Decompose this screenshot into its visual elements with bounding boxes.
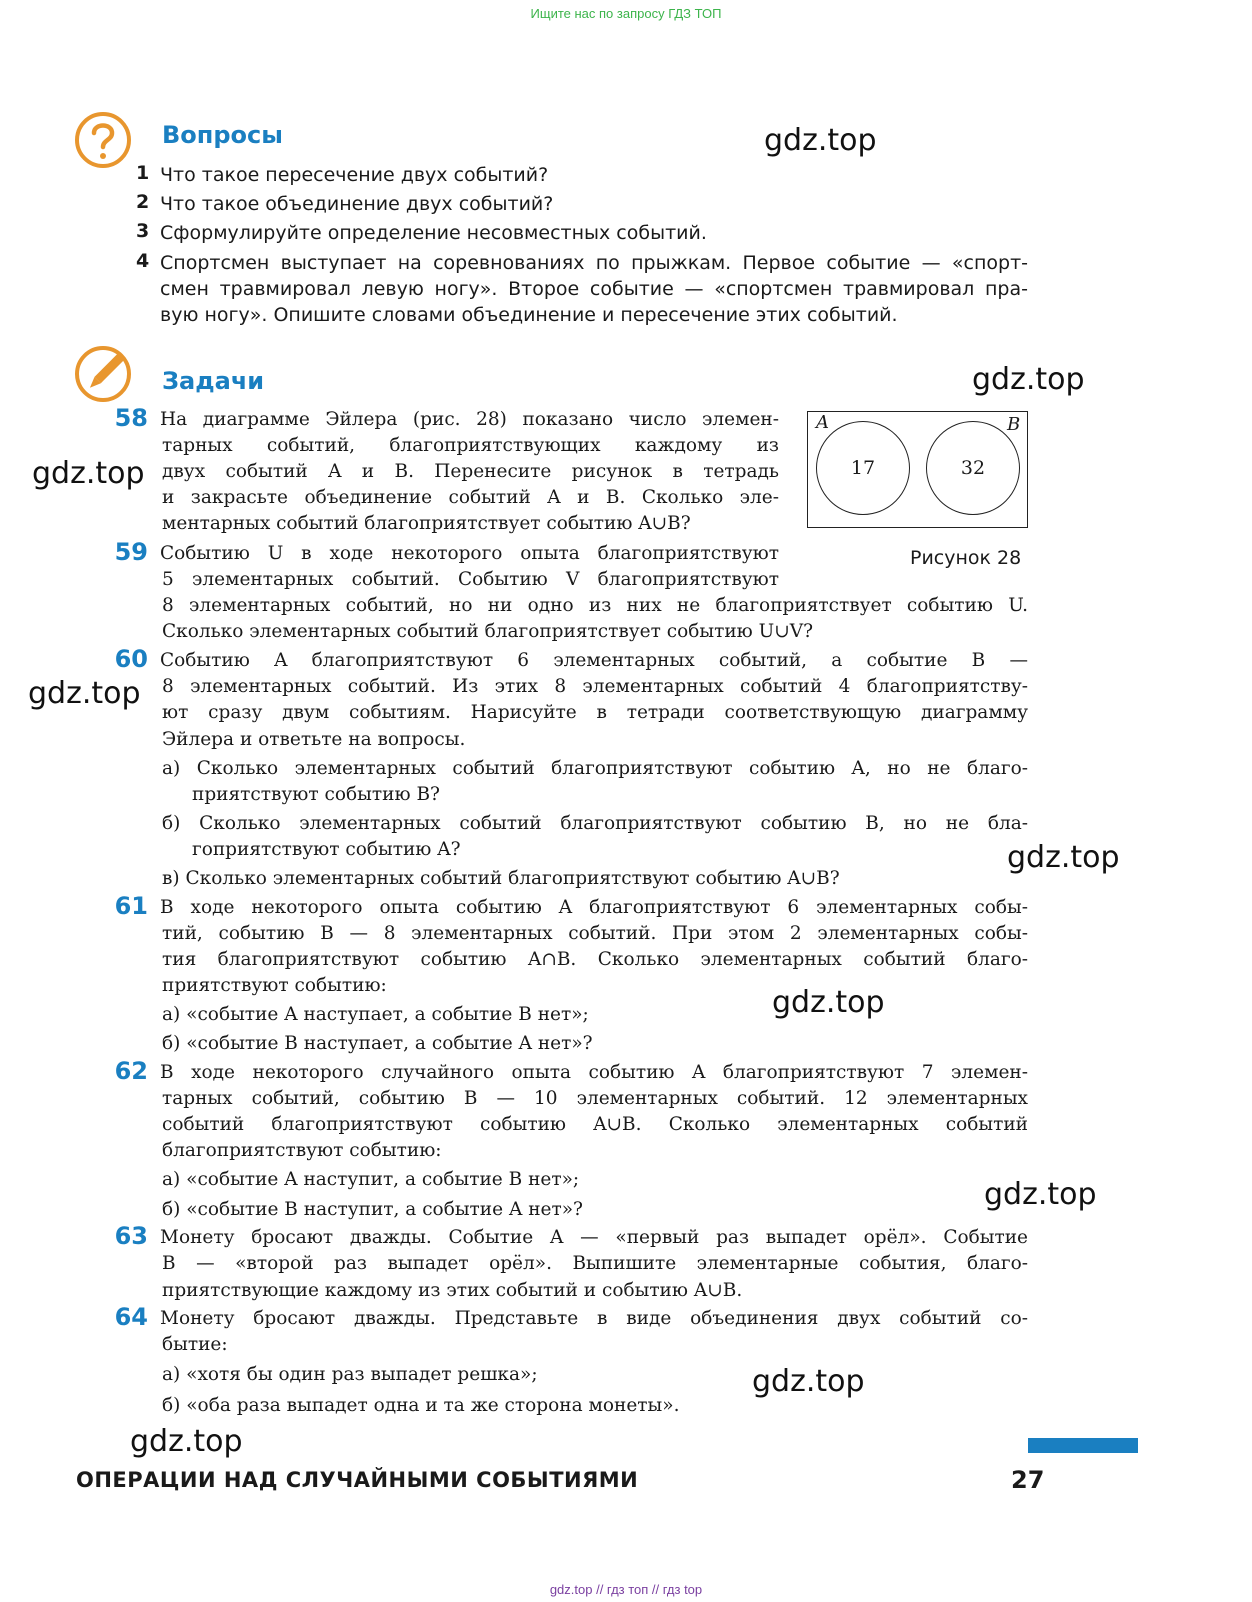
question-text: Что такое пересечение двух событий? bbox=[160, 164, 549, 186]
task-line: Событию U в ходе некоторого опыта благоприятствуют bbox=[160, 543, 779, 564]
task-subline: а) Сколько элементарных событий благоприятствуют событию A, но не благо- bbox=[162, 758, 1028, 779]
task-line: ментарных событий благоприятствует событию A∪B? bbox=[162, 513, 691, 534]
chapter-title: ОПЕРАЦИИ НАД СЛУЧАЙНЫМИ СОБЫТИЯМИ bbox=[76, 1468, 639, 1492]
venn-value-a: 17 bbox=[850, 457, 876, 479]
task-subline: б) «событие B наступает, а событие A нет»? bbox=[162, 1033, 593, 1054]
watermark: gdz.top bbox=[28, 676, 141, 711]
task-line: На диаграмме Эйлера (рис. 28) показано число элемен- bbox=[160, 409, 779, 430]
task-line: тий, событию B — 8 элементарных событий. При этом 2 элементарных собы- bbox=[162, 923, 1028, 944]
questions-title: Вопросы bbox=[162, 121, 283, 149]
task-line: Событию A благоприятствуют 6 элементарных событий, а событие B — bbox=[160, 650, 1028, 671]
watermark: gdz.top bbox=[772, 985, 885, 1020]
question-text: смен травмировал левую ногу». Второе событие — «спортсмен травмировал пра- bbox=[160, 278, 1028, 300]
task-number: 58 bbox=[114, 404, 148, 432]
task-number: 62 bbox=[114, 1057, 148, 1085]
task-number: 59 bbox=[114, 538, 148, 566]
task-subline: а) «событие A наступит, а событие B нет»; bbox=[162, 1169, 580, 1190]
top-banner: Ищите нас по запросу ГДЗ ТОП bbox=[530, 6, 722, 21]
task-subline: приятствуют событию B? bbox=[192, 784, 440, 805]
task-line: B — «второй раз выпадет орёл». Выпишите элементарные события, благо- bbox=[162, 1253, 1028, 1274]
task-line: благоприятствуют событию: bbox=[162, 1140, 442, 1161]
question-number: 1 bbox=[136, 162, 150, 184]
task-subline: а) «событие A наступает, а событие B нет»; bbox=[162, 1004, 589, 1025]
watermark: gdz.top bbox=[32, 456, 145, 491]
task-subline: б) «оба раза выпадет одна и та же сторона монеты». bbox=[162, 1395, 680, 1416]
task-number: 64 bbox=[114, 1303, 148, 1331]
task-number: 61 bbox=[114, 892, 148, 920]
task-subline: гоприятствуют событию A? bbox=[192, 839, 461, 860]
task-line: В ходе некоторого опыта событию A благоприятствуют 6 элементарных собы- bbox=[160, 897, 1028, 918]
task-line: приятствуют событию: bbox=[162, 975, 387, 996]
question-text: вую ногу». Опишите словами объединение и пересечение этих событий. bbox=[160, 304, 898, 326]
task-line: и закрасьте объединение событий A и B. Сколько эле- bbox=[162, 487, 779, 508]
page-accent-bar bbox=[1028, 1438, 1138, 1453]
task-line: ют сразу двум событиям. Нарисуйте в тетради соответствующую диаграмму bbox=[162, 702, 1028, 723]
question-circle-icon bbox=[74, 111, 132, 169]
tasks-title: Задачи bbox=[162, 367, 265, 395]
task-number: 63 bbox=[114, 1222, 148, 1250]
task-subline: б) «событие B наступит, а событие A нет»? bbox=[162, 1199, 583, 1220]
task-line: Эйлера и ответьте на вопросы. bbox=[162, 729, 466, 750]
bottom-links[interactable]: gdz.top // гдз топ // гдз top bbox=[549, 1582, 703, 1597]
task-line: Монету бросают дважды. Представьте в виде объединения двух событий со- bbox=[160, 1308, 1028, 1329]
task-line: приятствующие каждому из этих событий и событию A∪B. bbox=[162, 1280, 743, 1301]
question-text: Сформулируйте определение несовместных событий. bbox=[160, 222, 707, 244]
task-line: Монету бросают дважды. Событие A — «первый раз выпадет орёл». Событие bbox=[160, 1227, 1028, 1248]
task-subline: а) «хотя бы один раз выпадет решка»; bbox=[162, 1364, 538, 1385]
question-number: 3 bbox=[136, 220, 150, 242]
question-text: Спортсмен выступает на соревнованиях по прыжкам. Первое событие — «спорт- bbox=[160, 252, 1028, 274]
task-line: Сколько элементарных событий благоприятствует событию U∪V? bbox=[162, 621, 814, 642]
venn-label-b: B bbox=[1007, 414, 1021, 435]
question-number: 4 bbox=[136, 250, 150, 272]
watermark: gdz.top bbox=[972, 362, 1085, 397]
page-number: 27 bbox=[1011, 1466, 1045, 1494]
watermark: gdz.top bbox=[984, 1177, 1097, 1212]
task-line: тарных событий, благоприятствующих каждому из bbox=[162, 435, 779, 456]
task-line: 8 элементарных событий. Из этих 8 элементарных событий 4 благоприятству- bbox=[162, 676, 1028, 697]
pencil-circle-icon bbox=[74, 345, 132, 403]
question-number: 2 bbox=[136, 191, 150, 213]
task-line: В ходе некоторого случайного опыта событию A благоприятствуют 7 элемен- bbox=[160, 1062, 1028, 1083]
task-number: 60 bbox=[114, 645, 148, 673]
task-line: тия благоприятствуют событию A∩B. Сколько элементарных событий благо- bbox=[162, 949, 1028, 970]
venn-value-b: 32 bbox=[960, 457, 986, 479]
task-subline: в) Сколько элементарных событий благоприятствуют событию A∪B? bbox=[162, 868, 840, 889]
question-text: Что такое объединение двух событий? bbox=[160, 193, 554, 215]
task-line: бытие: bbox=[162, 1334, 228, 1355]
task-line: тарных событий, событию B — 10 элементарных событий. 12 элементарных bbox=[162, 1088, 1028, 1109]
watermark: gdz.top bbox=[764, 123, 877, 158]
task-line: 8 элементарных событий, но ни одно из них не благоприятствует событию U. bbox=[162, 595, 1028, 616]
task-line: событий благоприятствуют событию A∪B. Сколько элементарных событий bbox=[162, 1114, 1028, 1135]
task-line: 5 элементарных событий. Событию V благоприятствуют bbox=[162, 569, 779, 590]
watermark: gdz.top bbox=[1007, 840, 1120, 875]
watermark: gdz.top bbox=[130, 1424, 243, 1459]
task-subline: б) Сколько элементарных событий благоприятствуют событию B, но не бла- bbox=[162, 813, 1028, 834]
watermark: gdz.top bbox=[752, 1364, 865, 1399]
figure-caption: Рисунок 28 bbox=[910, 547, 1022, 569]
task-line: двух событий A и B. Перенесите рисунок в тетрадь bbox=[162, 461, 779, 482]
venn-label-a: A bbox=[816, 412, 829, 433]
